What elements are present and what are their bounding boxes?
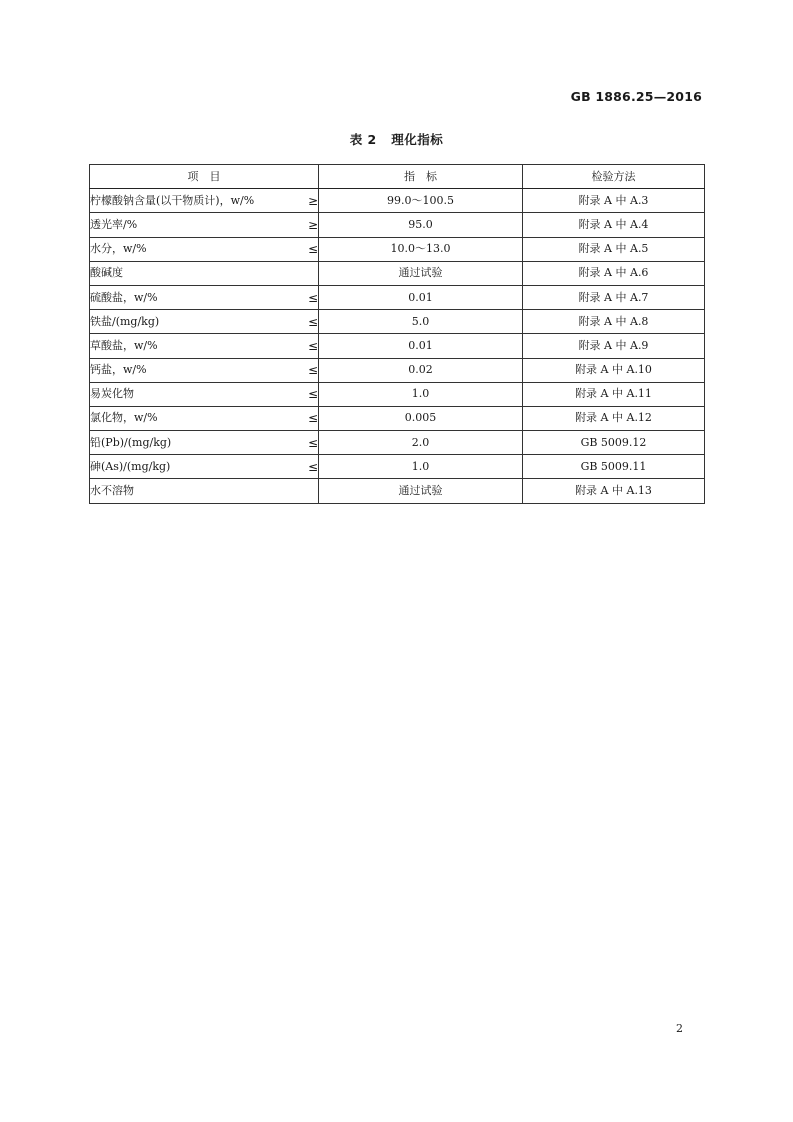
index-value-cell: 1.0 (319, 455, 523, 479)
column-header-index: 指 标 (319, 165, 523, 189)
table-body (90, 189, 705, 503)
comparison-operator: ≤ (307, 338, 318, 353)
item-cell (90, 431, 319, 455)
table-row (90, 310, 705, 334)
physicochemical-spec-table (89, 164, 705, 504)
table-row (90, 285, 705, 309)
comparison-operator: ≤ (307, 459, 318, 474)
comparison-operator: ≤ (307, 363, 318, 378)
column-header-item: 项 目 (90, 165, 319, 189)
index-value-cell: 0.005 (319, 406, 523, 430)
table-row (90, 382, 705, 406)
index-value-cell: 0.02 (319, 358, 523, 382)
table-row (90, 479, 705, 503)
item-cell (90, 479, 319, 503)
index-value-cell: 10.0～13.0 (319, 237, 523, 261)
item-cell (90, 382, 319, 406)
test-method-cell: GB 5009.11 (523, 455, 705, 479)
comparison-operator: ≤ (307, 435, 318, 450)
table-row (90, 237, 705, 261)
item-name: 铁盐/(mg/kg) (90, 314, 160, 328)
index-value-cell: 1.0 (319, 382, 523, 406)
test-method-cell: 附录 A 中 A.4 (523, 213, 705, 237)
comparison-operator: ≤ (307, 314, 318, 329)
item-name: 水不溶物 (90, 484, 134, 498)
page-number: 2 (676, 1022, 683, 1035)
item-cell (90, 285, 319, 309)
item-name: 柠檬酸钠含量(以干物质计)，w/% (90, 193, 255, 207)
standard-code: GB 1886.25—2016 (570, 89, 702, 104)
table-row (90, 189, 705, 213)
test-method-cell: 附录 A 中 A.10 (523, 358, 705, 382)
index-value-cell: 5.0 (319, 310, 523, 334)
test-method-cell: 附录 A 中 A.12 (523, 406, 705, 430)
item-name: 透光率/% (90, 217, 138, 231)
index-value-cell: 95.0 (319, 213, 523, 237)
item-name: 水分，w/% (90, 242, 147, 256)
test-method-cell: 附录 A 中 A.13 (523, 479, 705, 503)
table-row (90, 334, 705, 358)
test-method-cell: 附录 A 中 A.8 (523, 310, 705, 334)
table-row (90, 406, 705, 430)
test-method-cell: 附录 A 中 A.9 (523, 334, 705, 358)
item-cell (90, 189, 319, 213)
index-value-cell: 通过试验 (319, 479, 523, 503)
item-name: 易炭化物 (90, 387, 134, 401)
item-name: 钙盐，w/% (90, 363, 147, 377)
comparison-operator: ≤ (307, 411, 318, 426)
table-row (90, 358, 705, 382)
test-method-cell: GB 5009.12 (523, 431, 705, 455)
index-value-cell: 通过试验 (319, 261, 523, 285)
item-cell (90, 455, 319, 479)
item-cell (90, 261, 319, 285)
item-name: 砷(As)/(mg/kg) (90, 459, 171, 473)
table-row (90, 213, 705, 237)
test-method-cell: 附录 A 中 A.3 (523, 189, 705, 213)
table-header-row (90, 165, 705, 189)
test-method-cell: 附录 A 中 A.5 (523, 237, 705, 261)
item-name: 硫酸盐，w/% (90, 290, 158, 304)
table-row (90, 431, 705, 455)
test-method-cell: 附录 A 中 A.7 (523, 285, 705, 309)
comparison-operator: ≥ (307, 193, 318, 208)
index-value-cell: 0.01 (319, 334, 523, 358)
test-method-cell: 附录 A 中 A.6 (523, 261, 705, 285)
item-cell (90, 237, 319, 261)
test-method-cell: 附录 A 中 A.11 (523, 382, 705, 406)
comparison-operator: ≤ (307, 242, 318, 257)
item-name: 铅(Pb)/(mg/kg) (90, 435, 172, 449)
table-row (90, 261, 705, 285)
index-value-cell: 99.0～100.5 (319, 189, 523, 213)
index-value-cell: 0.01 (319, 285, 523, 309)
item-name: 酸碱度 (90, 266, 123, 280)
item-cell (90, 406, 319, 430)
comparison-operator: ≥ (307, 217, 318, 232)
column-header-method: 检验方法 (523, 165, 705, 189)
item-cell (90, 310, 319, 334)
comparison-operator: ≤ (307, 387, 318, 402)
table-title: 表 2 理化指标 (349, 132, 444, 147)
table-row (90, 455, 705, 479)
item-name: 氯化物，w/% (90, 411, 158, 425)
item-cell (90, 213, 319, 237)
item-cell (90, 334, 319, 358)
comparison-operator: ≤ (307, 290, 318, 305)
item-name: 草酸盐，w/% (90, 338, 158, 352)
index-value-cell: 2.0 (319, 431, 523, 455)
item-cell (90, 358, 319, 382)
